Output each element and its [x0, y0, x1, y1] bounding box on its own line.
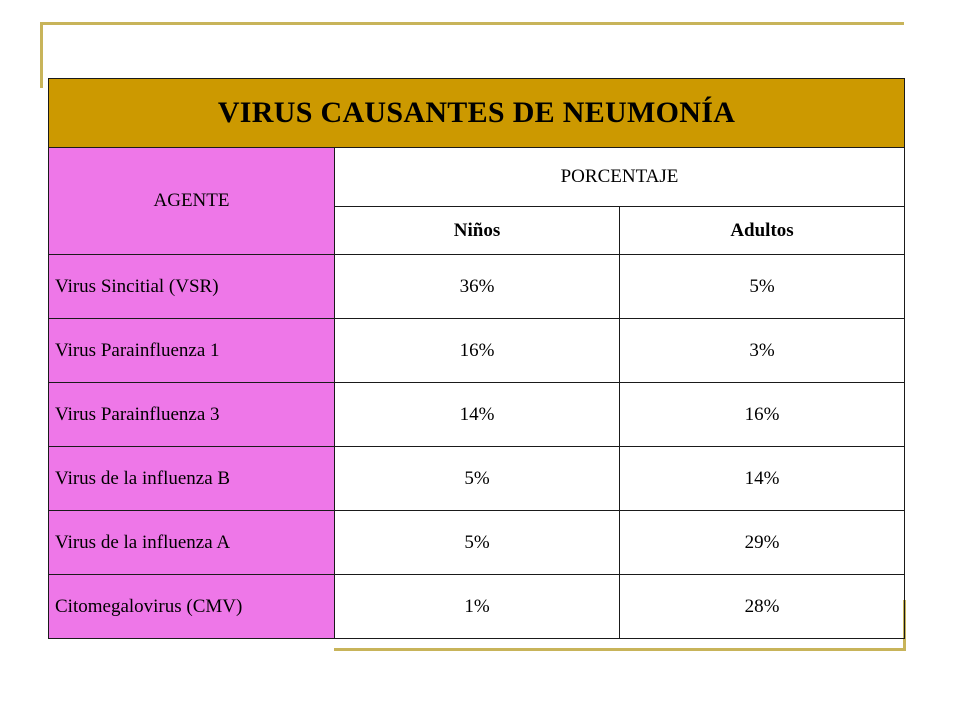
- decorative-line-top: [40, 22, 904, 25]
- children-header: Niños: [335, 207, 620, 255]
- agent-cell: Virus de la influenza B: [49, 447, 335, 511]
- decorative-line-left: [40, 22, 43, 88]
- table-title: VIRUS CAUSANTES DE NEUMONÍA: [49, 79, 905, 148]
- adults-cell: 14%: [620, 447, 905, 511]
- agent-header: AGENTE: [49, 148, 335, 255]
- agent-cell: Virus Parainfluenza 1: [49, 319, 335, 383]
- agent-cell: Virus Parainfluenza 3: [49, 383, 335, 447]
- table-row: [49, 255, 905, 319]
- decorative-line-bottom: [334, 648, 904, 651]
- children-cell: 5%: [335, 447, 620, 511]
- children-cell: 36%: [335, 255, 620, 319]
- children-cell: 16%: [335, 319, 620, 383]
- title-row: [49, 79, 905, 148]
- percent-header: PORCENTAJE: [335, 148, 905, 207]
- adults-cell: 28%: [620, 575, 905, 639]
- table-row: [49, 511, 905, 575]
- table-row: [49, 575, 905, 639]
- children-cell: 14%: [335, 383, 620, 447]
- table-row: [49, 447, 905, 511]
- adults-cell: 29%: [620, 511, 905, 575]
- adults-cell: 3%: [620, 319, 905, 383]
- agent-cell: Virus Sincitial (VSR): [49, 255, 335, 319]
- agent-cell: Virus de la influenza A: [49, 511, 335, 575]
- header-row: [49, 148, 905, 207]
- adults-cell: 16%: [620, 383, 905, 447]
- adults-cell: 5%: [620, 255, 905, 319]
- virus-table: [48, 78, 905, 639]
- adults-header: Adultos: [620, 207, 905, 255]
- table-row: [49, 319, 905, 383]
- children-cell: 1%: [335, 575, 620, 639]
- children-cell: 5%: [335, 511, 620, 575]
- table-row: [49, 383, 905, 447]
- agent-cell: Citomegalovirus (CMV): [49, 575, 335, 639]
